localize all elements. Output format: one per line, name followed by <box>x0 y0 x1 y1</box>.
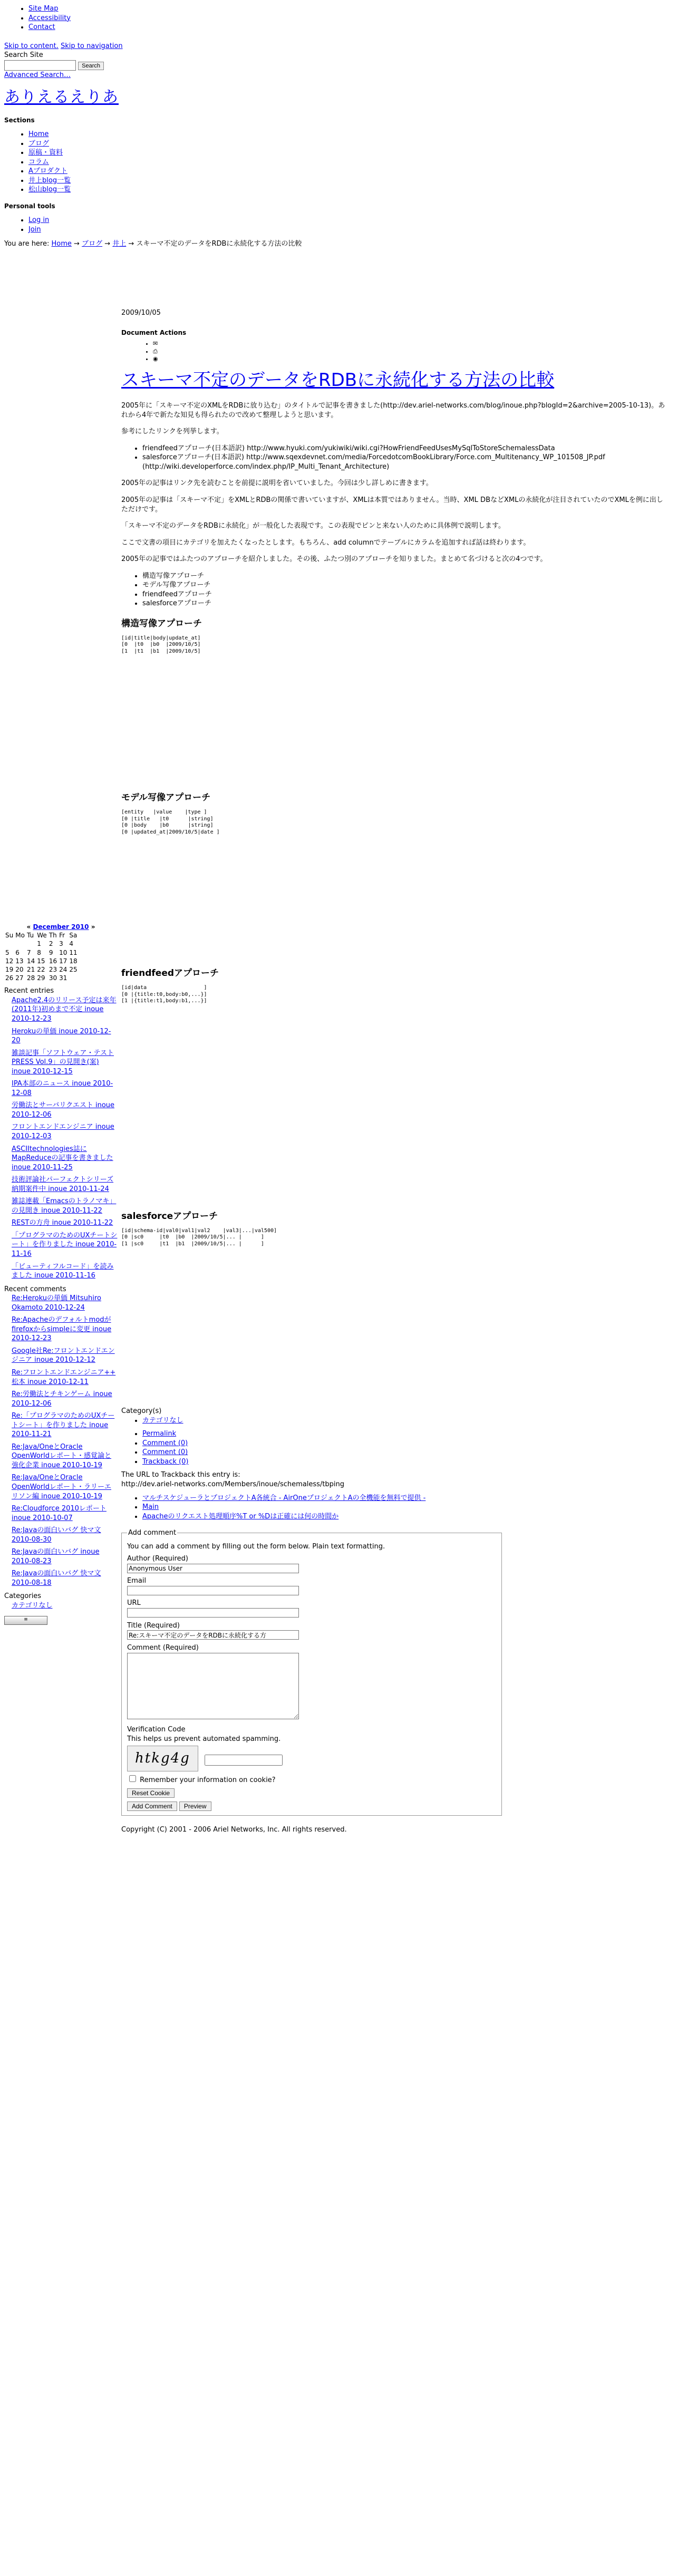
preview-button[interactable]: Preview <box>179 1802 211 1811</box>
remember-label: Remember your information on cookie? <box>140 1776 276 1785</box>
calendar-date-cell[interactable]: 6 <box>15 948 20 956</box>
category-title: Category(s) <box>121 1407 162 1416</box>
skip-links <box>4 42 674 51</box>
url-label: URL <box>127 1599 141 1607</box>
recent-entry-link[interactable]: 労働法とサーバリクエスト inoue 2010-12-06 <box>12 1101 115 1119</box>
login-link[interactable]: Log in <box>28 216 50 224</box>
recent-entry[interactable] <box>12 1049 118 1077</box>
approach-list <box>121 572 670 608</box>
breadcrumb: You are here: Home → ブログ → 井上 → スキーマ不定のデータをRDBに永続化する方法の比較 <box>4 240 302 248</box>
calendar-date-cell[interactable]: 31 <box>59 974 67 982</box>
page-title[interactable]: スキーマ不定のデータをRDBに永続化する方法の比較 <box>121 370 555 391</box>
recent-entry[interactable] <box>12 1262 118 1281</box>
calendar-header <box>4 923 118 931</box>
rss-icon[interactable]: ◉ <box>153 355 158 363</box>
nav-docs[interactable]: 原稿・資料 <box>28 149 63 157</box>
calendar-date-cell[interactable]: 25 <box>69 965 78 973</box>
recent-entry[interactable] <box>12 1175 118 1194</box>
calendar-date-cell[interactable]: 14 <box>26 957 35 965</box>
calendar-day-header: We <box>37 932 47 940</box>
intro-paragraph: 2005年に「スキーマ不定のXMLをRDBに放り込む」のタイトルで記事を書きました(http://dev.ariel-networks.com/blog/inoue.php?blogId=2&archive=2005-10-13)。あれから4年で新たな知見も得られたので改めて整理しようと思います。 <box>121 402 665 419</box>
paragraph-6: 2005年の記事ではふたつのアプローチを紹介しました。その後、ふたつ別のアプローチを知りました。まとめて名づけると次の4つです。 <box>121 555 547 564</box>
calendar-date-cell[interactable]: 3 <box>59 940 63 948</box>
calendar-date-cell[interactable]: 28 <box>26 974 35 982</box>
recent-comment-link[interactable]: Re:Java/OneとOracle OpenWorldレポート・感覚論と強化企業 inoue 2010-10-19 <box>12 1442 111 1469</box>
calendar <box>4 923 118 982</box>
calendar-date-cell[interactable]: 16 <box>49 957 57 965</box>
paragraph-2: 2005年の記事はリンク先を読むことを前提に説明を省いていました。今回は少し詳しめに書きます。 <box>121 479 433 488</box>
comment-form-intro: You can add a comment by filling out the form below. Plain text formatting. <box>127 1542 385 1551</box>
verification-help: This helps us prevent automated spamming. <box>127 1735 281 1743</box>
left-sidebar <box>4 923 118 1625</box>
recent-comment[interactable] <box>12 1504 118 1523</box>
calendar-date-cell[interactable]: 21 <box>26 965 35 973</box>
calendar-date-cell[interactable]: 1 <box>37 940 41 948</box>
email-input[interactable] <box>127 1586 299 1595</box>
reset-cookie-button[interactable]: Reset Cookie <box>127 1788 175 1798</box>
personal-tools-title: Personal tools <box>4 202 55 210</box>
recent-comment[interactable] <box>12 1547 118 1566</box>
recent-comment-link[interactable]: Re:フロントエンドエンジニア++ 松本 inoue 2010-12-11 <box>12 1369 116 1386</box>
recent-comment[interactable] <box>12 1294 118 1312</box>
recent-entry-link[interactable]: 雑談記事「ソフトウェア・テスト PRESS Vol.9」の見開き(案) inoue 2010-12-15 <box>12 1049 114 1076</box>
calendar-day-header: Fr <box>59 932 65 940</box>
code-block-model: [entity |value |type ] [0 |title |t0 |string] [0 |body |b0 |string] [0 |updated_at|2009/10/5|date ] <box>121 809 220 835</box>
recent-comment[interactable] <box>12 1526 118 1544</box>
calendar-date-cell <box>14 940 26 948</box>
calendar-date-cell[interactable]: 15 <box>37 957 45 965</box>
reference-link-friendfeed[interactable]: • friendfeedアプローチ(日本語訳) http://www.hyuki.com/yukiwiki/wiki.cgi?HowFriendFeedUsesMySqlToStoreSchemalessData <box>142 444 670 453</box>
powered-badge: ≡ <box>4 1616 47 1625</box>
sections-nav <box>4 130 674 195</box>
recent-comment-link[interactable]: Google社Re:フロントエンドエンジニア inoue 2010-12-12 <box>12 1347 115 1364</box>
calendar-date-cell[interactable]: 24 <box>59 965 67 973</box>
breadcrumb-prefix: You are here: <box>4 240 50 248</box>
calendar-date-cell[interactable]: 26 <box>5 974 14 982</box>
paragraph-5: ここで文書の項目にカテゴリを加えたくなったとします。もちろん、add columnでテーブルにカラムを追加すれば話は終わります。 <box>121 538 530 547</box>
skip-top-links <box>4 4 674 32</box>
categories-title: Categories <box>4 1592 42 1601</box>
nav-column[interactable]: コラム <box>28 158 49 166</box>
comment-link[interactable]: Comment (0) <box>142 1439 188 1447</box>
recent-entry[interactable] <box>12 1145 118 1173</box>
recent-entry[interactable] <box>12 1218 118 1228</box>
recent-entry-link[interactable]: RESTの方舟 inoue 2010-11-22 <box>12 1219 113 1227</box>
url-input[interactable] <box>127 1608 299 1618</box>
top-area <box>4 4 674 249</box>
title-label: Title (Required) <box>127 1621 180 1630</box>
recent-entry-link[interactable]: 「ビューティフルコード」を読みました inoue 2010-11-16 <box>12 1262 114 1280</box>
accessibility-link[interactable]: Accessibility <box>28 14 71 22</box>
search-label: Search Site <box>4 51 43 60</box>
recent-comment-link[interactable]: Re:労働法とチキンゲーム inoue 2010-12-06 <box>12 1390 112 1408</box>
calendar-prev-icon[interactable]: « <box>26 923 31 931</box>
recent-entry-link[interactable]: フロントエンドエンジニア inoue 2010-12-03 <box>12 1123 114 1140</box>
comment-form-legend: Add comment <box>128 1529 177 1537</box>
approach-item: • friendfeedアプローチ <box>142 590 670 599</box>
entry-links <box>121 1429 670 1466</box>
calendar-date-cell[interactable]: 18 <box>69 957 78 965</box>
approach-item: • モデル写像アプローチ <box>142 580 670 590</box>
calendar-date-cell[interactable]: 22 <box>37 965 45 973</box>
calendar-date-cell[interactable]: 17 <box>59 957 67 965</box>
section-title-structure: 構造写像アプローチ <box>121 618 202 629</box>
comment-label: Comment (Required) <box>127 1644 199 1652</box>
nav-blog[interactable]: ブログ <box>28 139 50 148</box>
nav-product[interactable]: Aプロダクト <box>28 167 67 176</box>
nav-inoue-blog[interactable]: 井上blog一覧 <box>28 176 71 185</box>
categories-list <box>4 1601 118 1611</box>
related-link-main[interactable]: Main <box>142 1503 159 1512</box>
recent-entry-link[interactable]: Herokuの単価 inoue 2010-12-20 <box>12 1027 111 1045</box>
calendar-date-cell[interactable]: 30 <box>49 974 57 982</box>
recent-comment-link[interactable]: Re:Javaの面白いバグ 快マ文 2010-08-30 <box>12 1526 101 1544</box>
recent-entries-title: Recent entries <box>4 987 54 995</box>
related-link-prev[interactable]: マルチスケジューラとプロジェクトA各統合 - AirOneプロジェクトAの全機能を無料で提供 - <box>142 1494 426 1502</box>
calendar-date-cell[interactable]: 13 <box>15 957 24 965</box>
paragraph-4: 「スキーマ不定のデータをRDBに永続化」が一般化した表現です。この表現でピンと来ない人のために具体例で説明します。 <box>121 522 505 530</box>
category-item[interactable]: カテゴリなし <box>12 1602 53 1610</box>
recent-entry[interactable] <box>12 1079 118 1098</box>
calendar-next-icon[interactable]: » <box>91 923 95 931</box>
recent-entry[interactable] <box>12 1231 118 1259</box>
calendar-month[interactable]: December 2010 <box>33 923 89 931</box>
recent-entries-list <box>4 996 118 1281</box>
calendar-date-cell[interactable]: 5 <box>5 948 9 956</box>
code-block-structure: [id|title|body|update_at] [0 |t0 |b0 |2009/10/5] [1 |t1 |b1 |2009/10/5] <box>121 635 201 654</box>
skip-to-content-link[interactable]: Skip to content. <box>4 42 59 50</box>
document-actions-title: Document Actions <box>121 328 187 336</box>
calendar-day-header: Tu <box>26 932 34 940</box>
site-logo[interactable]: ありえるえりあ <box>4 88 119 107</box>
recent-entry[interactable] <box>12 1197 118 1215</box>
recent-comment[interactable] <box>12 1347 118 1365</box>
recent-entry-link[interactable]: Apache2.4のリリース予定は来年(2011年)初めまで不定 inoue 2010-12-23 <box>12 996 117 1023</box>
recent-comment[interactable] <box>12 1390 118 1408</box>
reference-links <box>121 444 670 472</box>
recent-entry[interactable] <box>12 1122 118 1141</box>
search-input[interactable] <box>4 60 76 71</box>
comment-textarea[interactable] <box>127 1653 299 1719</box>
recent-entry-link[interactable]: 技術評論社パーフェクトシリーズ納期案件中 inoue 2010-11-24 <box>12 1176 114 1193</box>
recent-entry[interactable] <box>12 1101 118 1119</box>
calendar-date-cell[interactable]: 19 <box>5 965 14 973</box>
calendar-date-cell[interactable]: 11 <box>69 948 78 956</box>
breadcrumb-current: スキーマ不定のデータをRDBに永続化する方法の比較 <box>136 240 302 248</box>
trackback-link[interactable]: Trackback (0) <box>142 1457 189 1466</box>
document-actions <box>121 340 670 364</box>
approach-item: • salesforceアプローチ <box>142 599 670 608</box>
recent-comment[interactable] <box>12 1473 118 1501</box>
recent-entry-link[interactable]: 雑誌連載「Emacsのトラノマキ」の見開き inoue 2010-11-22 <box>12 1197 117 1215</box>
calendar-date-cell[interactable]: 27 <box>15 974 24 982</box>
recent-comment-link[interactable]: Re:Apacheのデフォルトmodがfirefoxからsimpleに変更 inoue 2010-12-23 <box>12 1316 112 1343</box>
calendar-date-cell <box>68 974 78 982</box>
title-input[interactable] <box>127 1630 299 1640</box>
calendar-date-cell[interactable]: 8 <box>37 948 41 956</box>
recent-entry-link[interactable]: IPA本部のニュース inoue 2010-12-08 <box>12 1080 113 1097</box>
calendar-date-cell[interactable]: 23 <box>49 965 57 973</box>
site-map-link[interactable]: Site Map <box>28 5 59 13</box>
recent-comment-link[interactable]: Re:Java/OneとOracle OpenWorldレポート・ラリーエリソン編 inoue 2010-10-19 <box>12 1474 111 1500</box>
breadcrumb-home[interactable]: Home <box>51 240 72 248</box>
comment-link-2[interactable]: Comment (0) <box>142 1448 188 1457</box>
calendar-date-cell <box>26 940 36 948</box>
recent-comment-link[interactable]: Re:Herokuの単価 Mitsuhiro Okamoto 2010-12-24 <box>12 1294 101 1312</box>
category-link[interactable]: カテゴリなし <box>142 1416 183 1425</box>
email-label: Email <box>127 1577 147 1585</box>
recent-comment[interactable] <box>12 1411 118 1439</box>
permalink-link[interactable]: Permalink <box>142 1430 177 1438</box>
code-block-friendfeed: [id|data ] [0 |{title:t0,body:b0,...}] [1 |{title:t1,body:b1,...}] <box>121 985 207 1004</box>
print-icon[interactable]: ⎙ <box>153 347 158 355</box>
contact-link[interactable]: Contact <box>28 23 55 32</box>
recent-comment[interactable] <box>12 1368 118 1387</box>
remember-checkbox[interactable] <box>129 1775 136 1782</box>
recent-entry[interactable] <box>12 1027 118 1045</box>
calendar-date-cell[interactable]: 9 <box>49 948 53 956</box>
recent-comments-list <box>4 1294 118 1587</box>
post-date: 2009/10/05 <box>121 309 161 317</box>
search-box <box>4 51 674 80</box>
verification-label: Verification Code <box>127 1726 186 1734</box>
related-link-next[interactable]: Apacheのリクエスト処理順序%T or %Dは正確には何の時間か <box>142 1512 339 1521</box>
main-content <box>121 308 670 1835</box>
links-intro: 参考にしたリンクを列挙します。 <box>121 428 224 436</box>
calendar-table <box>4 931 79 982</box>
author-input[interactable] <box>127 1564 299 1573</box>
breadcrumb-inoue[interactable]: 井上 <box>112 240 127 248</box>
skip-to-navigation-link[interactable]: Skip to navigation <box>61 42 123 50</box>
calendar-date-cell[interactable]: 20 <box>15 965 24 973</box>
calendar-date-cell[interactable]: 10 <box>59 948 67 956</box>
trackback-url: http://dev.ariel-networks.com/Members/inoue/schemaless/tbping <box>121 1480 345 1488</box>
nav-home[interactable]: Home <box>28 130 49 138</box>
section-title-model: モデル写像アプローチ <box>121 792 211 803</box>
code-block-salesforce: [id|schema-id|val0|val1|val2 |val3|...|val500] [0 |sc0 |t0 |b0 |2009/10/5|... | ] [1 |sc0 |t1 |b1 |2009/10/5|... | ] <box>121 1227 277 1247</box>
verification-input[interactable] <box>205 1755 283 1766</box>
approach-item: • 構造写像アプローチ <box>142 572 670 581</box>
nav-matsuyama-blog[interactable]: 松山blog一覧 <box>28 186 71 194</box>
calendar-date-cell[interactable]: 2 <box>49 940 53 948</box>
section-title-salesforce: salesforceアプローチ <box>121 1210 218 1222</box>
recent-entry-link[interactable]: ASCIItechnologies誌にMapReduceの記事を書きました inoue 2010-11-25 <box>12 1145 113 1171</box>
paragraph-3: 2005年の記事は「スキーマ不定」をXMLとRDBの関係で書いていますが、XMLは本質ではありません。当時、XML DBなどXMLの永続化が注目されていたのでXMLを例に出しただけです。 <box>121 496 663 514</box>
recent-entry-link[interactable]: 「プログラマのためのUXチートシート」を作りました inoue 2010-11-16 <box>12 1231 118 1258</box>
calendar-day-header: Th <box>49 932 57 940</box>
trackback-label: The URL to Trackback this entry is: <box>121 1471 240 1479</box>
sections-title: Sections <box>4 116 35 124</box>
calendar-day-header: Mo <box>15 932 25 940</box>
recent-comment-link[interactable]: Re:Javaの面白いバグ inoue 2010-08-23 <box>12 1548 100 1565</box>
send-icon[interactable]: ✉ <box>153 340 158 347</box>
calendar-day-header: Sa <box>69 932 78 940</box>
calendar-date-cell[interactable]: 29 <box>37 974 45 982</box>
calendar-date-cell[interactable]: 12 <box>5 957 14 965</box>
author-label: Author (Required) <box>127 1555 188 1563</box>
calendar-day-header: Su <box>5 932 14 940</box>
recent-comment-link[interactable]: Re:「プログラマのためのUXチートシート」を作りました inoue 2010-11-21 <box>12 1412 115 1439</box>
captcha-image: htkg4g <box>127 1746 198 1771</box>
calendar-date-cell[interactable]: 4 <box>69 940 74 948</box>
reference-link-salesforce[interactable]: • salesforceアプローチ(日本語訳) http://www.sqexdevnet.com/media/ForcedotcomBookLibrary/Force.com_Multitenancy_WP_101508_JP.pdf (http://wiki.developerforce.com/index.php/IP_Multi_Tenant_Architecture) <box>142 453 670 471</box>
search-button[interactable]: Search <box>78 62 104 70</box>
recent-comment-link[interactable]: Re:Cloudforce 2010レポート inoue 2010-10-07 <box>12 1505 107 1522</box>
recent-comment-link[interactable]: Re:Javaの面白いバグ 快マ文 2010-08-18 <box>12 1570 101 1587</box>
add-comment-button[interactable]: Add Comment <box>127 1802 177 1811</box>
copyright: Copyright (C) 2001 - 2006 Ariel Networks, Inc. All rights reserved. <box>121 1826 347 1834</box>
section-title-friendfeed: friendfeedアプローチ <box>121 968 219 979</box>
join-link[interactable]: Join <box>28 225 41 234</box>
recent-entry[interactable] <box>12 996 118 1024</box>
breadcrumb-blog[interactable]: ブログ <box>82 240 103 248</box>
recent-comments-title: Recent comments <box>4 1285 66 1293</box>
comment-form <box>121 1528 502 1816</box>
advanced-search-link[interactable]: Advanced Search… <box>4 71 71 79</box>
category-list <box>121 1416 670 1426</box>
personal-tools <box>4 216 674 234</box>
recent-comment[interactable] <box>12 1315 118 1343</box>
calendar-date-cell[interactable]: 7 <box>26 948 31 956</box>
recent-comment[interactable] <box>12 1442 118 1470</box>
related-links <box>121 1494 670 1522</box>
recent-comment[interactable] <box>12 1569 118 1587</box>
calendar-date-cell <box>4 940 14 948</box>
